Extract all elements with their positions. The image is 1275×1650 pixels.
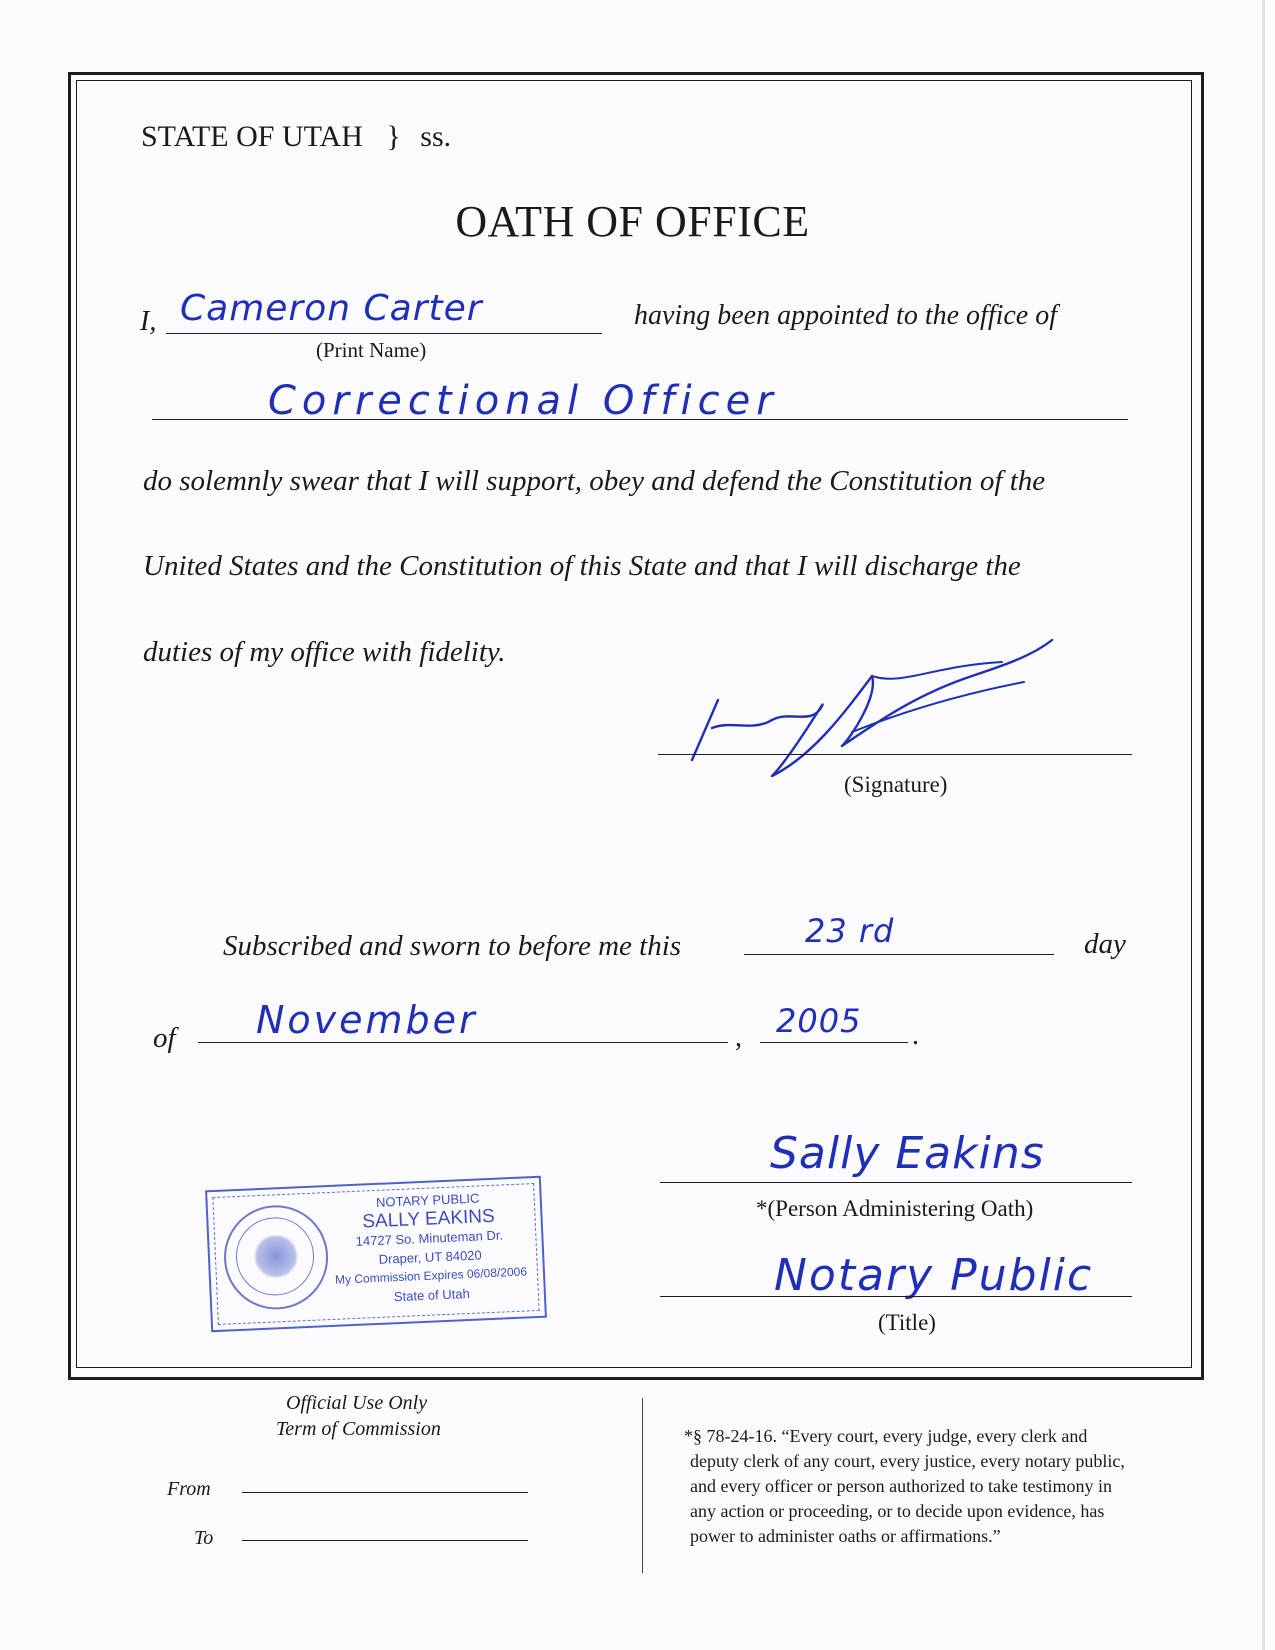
footer-divider [642,1398,643,1573]
signature-scribble [672,636,1064,786]
day-line [744,954,1054,955]
oath-prefix: I, [140,306,157,337]
oath-body-line-2: United States and the Constitution of this State and that I will discharge the [143,550,1021,582]
from-line [242,1492,528,1493]
stamp-line-2: SALLY EAKINS [361,1205,496,1233]
notary-stamp [205,1176,547,1333]
year-line [760,1042,908,1043]
office-value: Correctional Officer [268,378,779,424]
signature-line [658,754,1132,755]
administrator-line [660,1182,1132,1183]
title-caption: (Title) [878,1310,936,1335]
stamp-text [327,1186,532,1309]
year-value: 2005 [776,1002,862,1040]
administrator-signature: Sally Eakins [770,1128,1045,1179]
print-name-caption: (Print Name) [316,338,427,362]
month-value: November [256,998,478,1042]
title-line [660,1296,1132,1297]
footnote-line-5: power to administer oaths or affirmations.” [690,1526,1001,1546]
of-word: of [153,1022,176,1054]
official-use-heading: Official Use Only [286,1392,428,1414]
stamp-line-6: State of Utah [393,1285,471,1305]
state-heading [141,120,451,154]
brace: } [386,120,401,153]
month-line [198,1042,728,1043]
stamp-line-1: NOTARY PUBLIC [375,1190,480,1210]
title-value: Notary Public [774,1250,1094,1301]
stamp-line-5: My Commission Expires 06/08/2006 [334,1264,528,1287]
sworn-intro: Subscribed and sworn to before me this [223,930,682,962]
from-label: From [167,1478,211,1500]
name-line [166,333,602,334]
footnote-line-4: any action or proceeding, or to decide upon evidence, has [690,1501,1105,1521]
oath-body-line-3: duties of my office with fidelity. [143,636,506,668]
footnote-line-2: deputy clerk of any court, every justice, every notary public, [690,1451,1125,1471]
stamp-line-4: Draper, UT 84020 [378,1247,483,1267]
signature-caption: (Signature) [844,772,948,797]
footnote-line-1: *§ 78-24-16. “Every court, every judge, every clerk and [684,1426,1088,1446]
state-name: STATE OF UTAH [141,120,363,153]
term-heading: Term of Commission [276,1418,441,1440]
year-period: . [912,1020,919,1051]
to-line [242,1540,528,1541]
stamp-line-3: 14727 So. Minuteman Dr. [355,1227,504,1249]
oath-body-line-1: do solemnly swear that I will support, obey and defend the Constitution of the [143,465,1046,497]
printed-name: Cameron Carter [180,288,483,329]
day-word: day [1084,928,1126,960]
document-title: OATH OF OFFICE [455,197,810,246]
ss-label: ss. [420,120,452,153]
month-comma: , [735,1022,742,1053]
seal-emblem [251,1234,301,1278]
appointed-text: having been appointed to the office of [634,300,1058,331]
to-label: To [194,1527,214,1549]
administrator-caption: *(Person Administering Oath) [756,1196,1034,1221]
footnote-line-3: and every officer or person authorized to take testimony in [690,1476,1113,1496]
office-line [152,419,1128,420]
page-edge [1262,0,1265,1650]
day-value: 23 rd [805,912,895,950]
